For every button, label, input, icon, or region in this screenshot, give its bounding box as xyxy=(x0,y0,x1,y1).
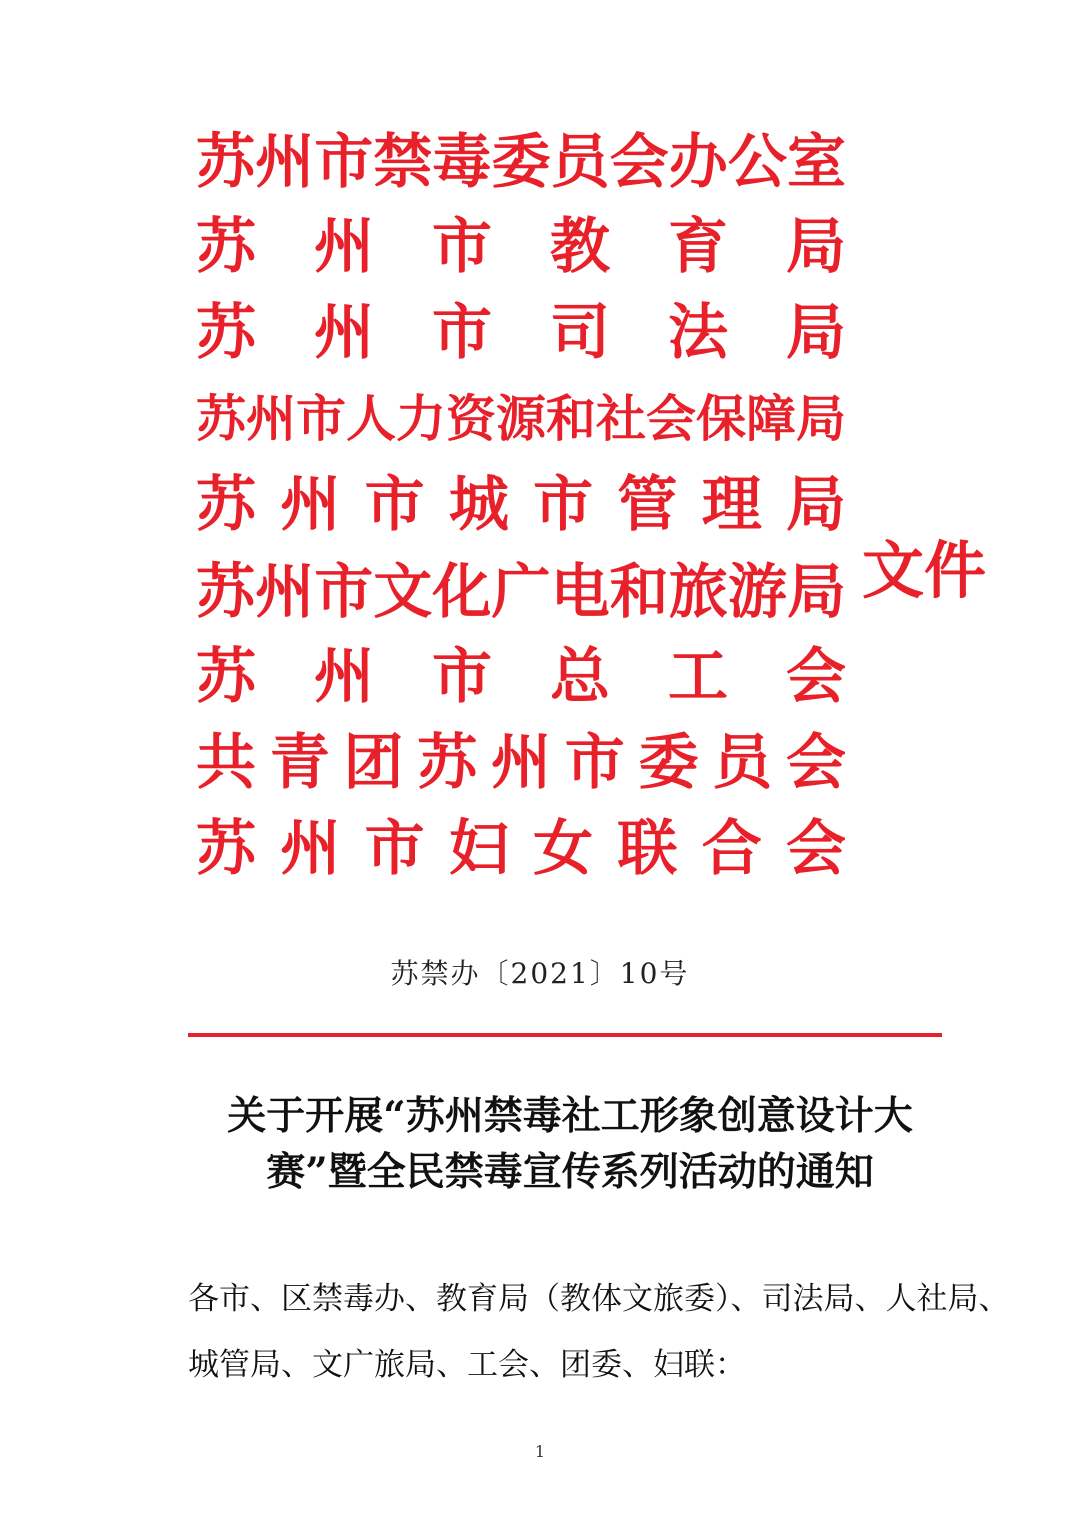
issuer-char: 共 xyxy=(196,728,256,798)
issuer-char: 育 xyxy=(668,212,728,282)
issuer-char: 女 xyxy=(533,814,594,884)
issuer-char: 市 xyxy=(564,728,625,798)
issuer-char: 会 xyxy=(786,642,846,712)
issuer-char: 妇 xyxy=(448,814,509,884)
issuer-char: 局 xyxy=(796,389,846,448)
issuer-char: 苏 xyxy=(196,389,246,448)
issuer-char: 苏 xyxy=(417,728,478,798)
issuer-char: 旅 xyxy=(668,556,728,626)
issuer-char: 化 xyxy=(432,556,492,626)
issuer-char: 司 xyxy=(550,298,610,368)
issuer-char: 苏 xyxy=(196,814,256,884)
issuer-char: 工 xyxy=(668,642,728,712)
issuer-char: 文 xyxy=(373,556,433,626)
issuer-char: 州 xyxy=(491,728,551,798)
issuer-char: 游 xyxy=(727,556,787,626)
issuer-line-6 xyxy=(196,634,846,720)
issuer-char: 合 xyxy=(701,814,762,884)
issuer-char: 理 xyxy=(701,470,762,540)
issuer-char: 州 xyxy=(314,298,374,368)
issuer-char: 市 xyxy=(533,470,594,540)
issuer-char: 苏 xyxy=(196,126,256,196)
addressee-line-2: 城管局、文广旅局、工会、团委、妇联： xyxy=(188,1347,746,1383)
issuer-line-1 xyxy=(196,204,846,290)
issuer-char: 市 xyxy=(432,212,492,282)
issuer-char: 市 xyxy=(432,298,492,368)
issuer-char: 力 xyxy=(396,389,446,448)
issuer-char: 苏 xyxy=(196,470,256,540)
issuer-line-7 xyxy=(196,720,846,806)
issuer-char: 州 xyxy=(255,126,315,196)
red-divider-rule xyxy=(188,1033,942,1037)
issuer-char: 市 xyxy=(364,814,425,884)
issuer-line-2 xyxy=(196,290,846,376)
issuer-char: 会 xyxy=(609,126,669,196)
issuer-char: 源 xyxy=(496,389,546,448)
issuer-line-0 xyxy=(196,118,846,204)
issuer-char: 市 xyxy=(296,389,346,448)
issuer-char: 州 xyxy=(280,470,341,540)
issuer-char: 局 xyxy=(785,470,846,540)
issuer-char: 青 xyxy=(269,728,330,798)
issuer-char: 苏 xyxy=(196,298,256,368)
issuer-char: 市 xyxy=(432,642,492,712)
issuer-char: 会 xyxy=(786,728,846,798)
issuer-char: 局 xyxy=(786,556,846,626)
document-number: 苏禁办〔2021〕10号 xyxy=(390,957,690,990)
issuer-char: 总 xyxy=(550,642,610,712)
issuer-char: 管 xyxy=(617,470,678,540)
issuer-line-4 xyxy=(196,462,846,548)
issuer-char: 局 xyxy=(786,212,846,282)
issuer-char: 教 xyxy=(550,212,610,282)
issuer-char: 团 xyxy=(343,728,404,798)
issuer-char: 办 xyxy=(668,126,728,196)
issuer-char: 城 xyxy=(448,470,509,540)
issuer-char: 保 xyxy=(696,389,746,448)
issuer-line-5 xyxy=(196,548,846,634)
issuer-char: 室 xyxy=(786,126,846,196)
issuer-char: 和 xyxy=(609,556,669,626)
issuer-char: 禁 xyxy=(373,126,433,196)
issuer-char: 苏 xyxy=(196,212,256,282)
document-title xyxy=(200,1088,940,1200)
issuer-char: 人 xyxy=(346,389,396,448)
issuer-char: 公 xyxy=(727,126,787,196)
issuer-char: 会 xyxy=(646,389,696,448)
addressee-paragraph xyxy=(188,1266,1010,1398)
issuer-char: 电 xyxy=(550,556,610,626)
issuer-char: 委 xyxy=(638,728,699,798)
document-suffix: 文件 xyxy=(862,534,987,607)
issuer-char: 毒 xyxy=(432,126,492,196)
issuer-char: 障 xyxy=(746,389,796,448)
issuer-char: 员 xyxy=(712,728,773,798)
issuer-char: 局 xyxy=(786,298,846,368)
issuer-block xyxy=(196,118,846,892)
issuer-char: 州 xyxy=(255,556,315,626)
issuer-char: 员 xyxy=(550,126,610,196)
addressee-line-1: 各市、区禁毒办、教育局（教体文旅委）、司法局、人社局、 xyxy=(188,1281,1010,1317)
issuer-char: 社 xyxy=(596,389,646,448)
issuer-char: 市 xyxy=(314,556,374,626)
issuer-char: 市 xyxy=(364,470,425,540)
issuer-line-8 xyxy=(196,806,846,892)
issuer-char: 苏 xyxy=(196,556,256,626)
issuer-char: 和 xyxy=(546,389,596,448)
page-number: 1 xyxy=(534,1442,546,1461)
issuer-line-3 xyxy=(196,376,846,462)
issuer-char: 苏 xyxy=(196,642,256,712)
issuer-char: 州 xyxy=(246,389,296,448)
title-line-1: 关于开展“苏州禁毒社工形象创意设计大 xyxy=(227,1093,913,1139)
title-line-2: 赛”暨全民禁毒宣传系列活动的通知 xyxy=(266,1149,874,1195)
issuer-char: 联 xyxy=(617,814,678,884)
issuer-char: 委 xyxy=(491,126,551,196)
issuer-char: 州 xyxy=(314,212,374,282)
issuer-char: 州 xyxy=(314,642,374,712)
issuer-char: 市 xyxy=(314,126,374,196)
issuer-char: 广 xyxy=(491,556,551,626)
issuer-char: 资 xyxy=(446,389,496,448)
issuer-char: 州 xyxy=(280,814,341,884)
issuer-char: 会 xyxy=(785,814,846,884)
issuer-char: 法 xyxy=(668,298,728,368)
